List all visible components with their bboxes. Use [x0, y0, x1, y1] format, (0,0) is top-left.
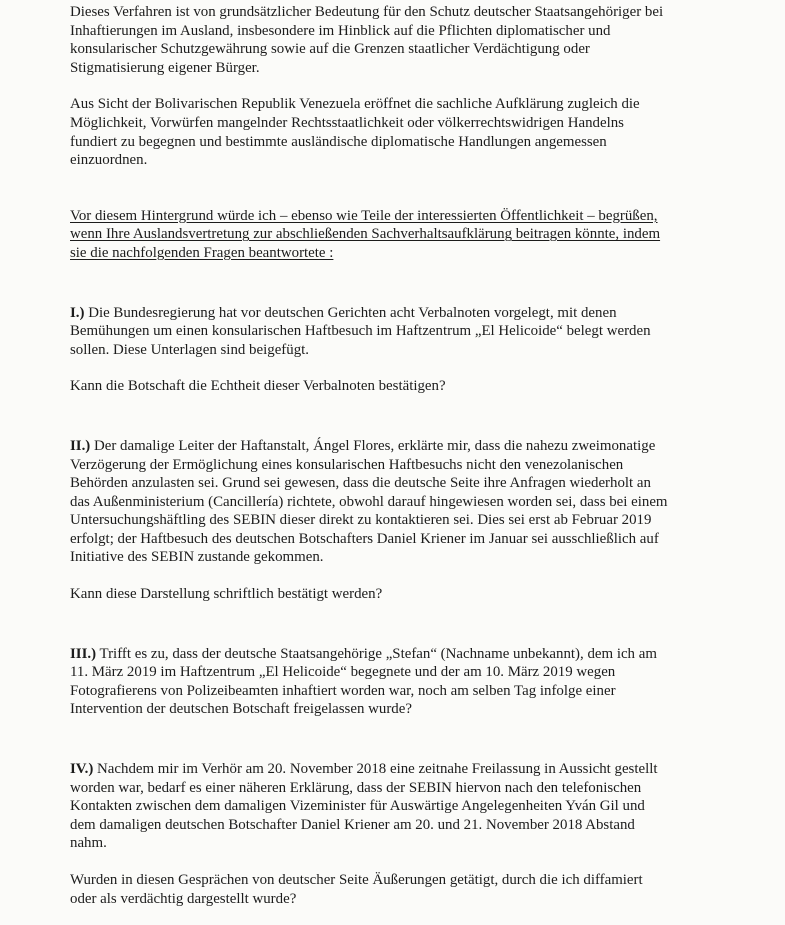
text-line: Behörden anzulasten sei. Grund sei gewesen, dass die deutsche Seite ihre Anfragen wiederholt an — [70, 475, 651, 492]
question-1-ask: Kann die Botschaft die Echtheit dieser Verbalnoten bestätigen? — [70, 378, 446, 395]
question-number: II.) — [70, 437, 91, 454]
question-4-ask — [70, 871, 725, 908]
text-line: Bemühungen um einen konsularischen Haftbesuch im Haftzentrum „El Helicoide“ belegt werden — [70, 323, 651, 340]
text-line: das Außenministerium (Cancillería) richtete, obwohl darauf hingewiesen worden sei, dass bei einem — [70, 493, 668, 510]
text-line: konsularischer Schutzgewährung sowie auf die Grenzen staatlicher Verdächtigung oder — [70, 41, 590, 58]
paragraph-venezuela-view — [70, 95, 725, 169]
question-text: Nachdem mir im Verhör am 20. November 2018 eine zeitnahe Freilassung in Aussicht gestellt — [93, 761, 658, 778]
text-line — [70, 760, 725, 779]
text-line: Stigmatisierung eigener Bürger. — [70, 59, 260, 76]
question-1 — [70, 304, 725, 360]
underlined-text: Vor diesem Hintergrund würde ich – ebenso wie Teile der interessierten Öffentlichkeit – begrüßen, — [70, 207, 658, 224]
text-line: dem damaligen deutschen Botschafter Daniel Kriener am 20. und 21. November 2018 Abstand — [70, 816, 635, 833]
text-line: erfolgt; der Haftbesuch des deutschen Botschafters Daniel Kriener im Januar sei ausschließlich auf — [70, 530, 659, 547]
text-line — [70, 207, 725, 226]
text-line — [70, 645, 725, 664]
text-line: worden war, bedarf es einer näheren Erklärung, dass der SEBIN hiervon nach den telefonischen — [70, 779, 642, 796]
text-line — [70, 244, 725, 263]
text-line — [70, 225, 725, 244]
text-line: 11. März 2019 im Haftzentrum „El Helicoide“ begegnete und der am 10. März 2019 wegen — [70, 664, 616, 681]
underlined-text: sie die nachfolgenden Fragen beantwortete : — [70, 244, 334, 261]
text-line: oder als verdächtig dargestellt wurde? — [70, 890, 297, 907]
text-line: Intervention der deutschen Botschaft freigelassen wurde? — [70, 701, 412, 718]
question-4 — [70, 760, 725, 853]
text-line: sollen. Diese Unterlagen sind beigefügt. — [70, 341, 310, 358]
question-2 — [70, 437, 725, 567]
paragraph-request-underlined — [70, 207, 725, 263]
text-line: Initiative des SEBIN zustande gekommen. — [70, 549, 324, 566]
question-text: Die Bundesregierung hat vor deutschen Gerichten acht Verbalnoten vorgelegt, mit denen — [84, 304, 617, 321]
question-number: IV.) — [70, 761, 94, 778]
text-line: Dieses Verfahren ist von grundsätzlicher Bedeutung für den Schutz deutscher Staatsangehöriger bei — [70, 4, 664, 20]
text-line: Fotografierens von Polizeibeamten inhaftiert worden war, noch am selben Tag infolge einer — [70, 682, 616, 699]
text-line: Untersuchungshäftling des SEBIN dieser direkt zu kontaktieren sei. Dies sei erst ab Februar 2019 — [70, 512, 652, 529]
text-line: Verzögerung der Ermöglichung eines konsularischen Haftbesuchs nicht den venezolanischen — [70, 456, 624, 473]
question-number: I.) — [70, 304, 85, 321]
text-line: Aus Sicht der Bolivarischen Republik Venezuela eröffnet die sachliche Aufklärung zugleich die — [70, 96, 640, 113]
text-line: nahm. — [70, 835, 107, 852]
text-line: Kontakten zwischen dem damaligen Vizeminister für Auswärtige Angelegenheiten Yván Gil und — [70, 798, 645, 815]
text-line: Wurden in diesen Gesprächen von deutscher Seite Äußerungen getätigt, durch die ich diffamiert — [70, 872, 643, 888]
text-line — [70, 437, 725, 456]
text-line — [70, 304, 725, 323]
text-line: fundiert zu begegnen und bestimmte ausländische diplomatische Handlungen angemessen — [70, 133, 607, 150]
text-line: Möglichkeit, Vorwürfen mangelnder Rechtsstaatlichkeit oder völkerrechtswidrigen Handelns — [70, 114, 624, 131]
question-text: Trifft es zu, dass der deutsche Staatsangehörige „Stefan“ (Nachname unbekannt), dem ich am — [96, 645, 657, 662]
question-2-ask: Kann diese Darstellung schriftlich bestätigt werden? — [70, 586, 383, 603]
text-line: Inhaftierungen im Ausland, insbesondere im Hinblick auf die Pflichten diplomatischer und — [70, 22, 611, 39]
text-line: einzuordnen. — [70, 152, 148, 169]
question-3 — [70, 645, 725, 719]
paragraph-significance — [70, 3, 725, 77]
underlined-text: wenn Ihre Auslandsvertretung zur abschließenden Sachverhaltsaufklärung beitragen könnte, indem — [70, 226, 661, 243]
question-text: Der damalige Leiter der Haftanstalt, Ángel Flores, erklärte mir, dass die nahezu zweimonatige — [90, 437, 656, 454]
question-number: III.) — [70, 645, 97, 662]
